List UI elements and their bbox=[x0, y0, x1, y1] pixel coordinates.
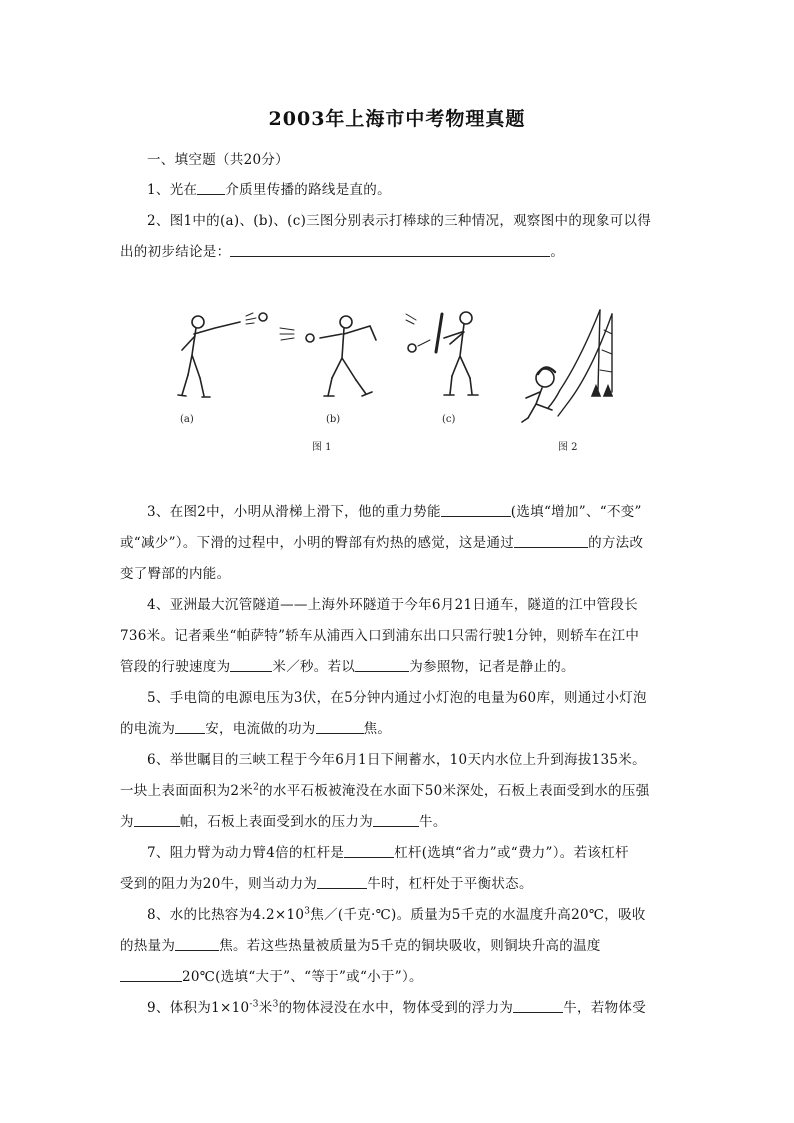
question-8-line-1: 8、水的比热容为$4.2\times 10^3$焦／(千克·℃)。质量为5千克的水温度升高20℃，吸收 bbox=[147, 906, 646, 923]
question-6-line-2: 一块上表面面积为2米$^2$的水平石板被淹没在水面下50米深处，石板上表面受到水的压强 bbox=[120, 782, 650, 799]
question-4-line-3: 管段的行驶速度为 米／秒。若以 为参照物，记者是静止的。 bbox=[120, 659, 575, 675]
question-7-line-1: 7、阻力臂为动力臂4倍的杠杆是 杠杆(选填“省力”或“费力”）。若该杠杆 bbox=[147, 845, 629, 861]
question-2-line-2: 出的初步结论是： 。 bbox=[120, 244, 565, 260]
answer-blank[interactable] bbox=[513, 1000, 563, 1013]
answer-blank[interactable] bbox=[344, 845, 394, 858]
figure-label-b: (b) bbox=[326, 414, 341, 425]
question-5-line-2: 的电流为 安，电流做的功为 焦。 bbox=[120, 721, 392, 737]
figure-illustration bbox=[160, 300, 620, 460]
question-3-line-3: 变了臀部的内能。 bbox=[120, 566, 231, 582]
answer-blank[interactable] bbox=[175, 721, 205, 734]
section-heading: 一、填空题（共20分） bbox=[147, 152, 289, 168]
question-1: 1、光在 介质里传播的路线是直的。 bbox=[147, 182, 391, 198]
answer-blank[interactable] bbox=[175, 938, 219, 951]
question-6-line-1: 6、举世瞩目的三峡工程于今年6月1日下闸蓄水，10天内水位上升到海拔135米。 bbox=[147, 752, 646, 768]
answer-blank[interactable] bbox=[134, 814, 180, 827]
figure-baseball-and-slide bbox=[160, 300, 620, 460]
figure-2-slide bbox=[522, 310, 612, 422]
figure-1-caption: 图 1 bbox=[312, 442, 332, 453]
question-4-line-2: 736米。记者乘坐“帕萨特”轿车从浦西入口到浦东出口只需行驶1分钟，则轿车在江中 bbox=[120, 628, 640, 644]
page-title: 2003年上海市中考物理真题 bbox=[268, 108, 526, 130]
answer-blank[interactable] bbox=[316, 721, 364, 734]
answer-blank[interactable] bbox=[441, 504, 511, 517]
question-3-line-2: 或“减少”）。下滑的过程中，小明的臀部有灼热的感觉，这是通过 的方法改 bbox=[120, 535, 644, 551]
question-2-line-1: 2、图1中的(a)、(b)、(c)三图分别表示打棒球的三种情况，观察图中的现象可以得 bbox=[147, 213, 652, 229]
figure-c-batter bbox=[406, 312, 478, 395]
question-9-line-1: 9、体积为$1\times 10^{-3}$米$^3$的物体浸没在水中，物体受到的浮力为 牛，若物体受 bbox=[147, 999, 647, 1016]
answer-blank[interactable] bbox=[514, 535, 588, 548]
figure-2-caption: 图 2 bbox=[558, 442, 578, 453]
answer-blank[interactable] bbox=[230, 244, 550, 257]
answer-blank[interactable] bbox=[120, 969, 182, 982]
answer-blank[interactable] bbox=[355, 659, 409, 672]
answer-blank[interactable] bbox=[230, 659, 272, 672]
figure-label-a: (a) bbox=[180, 414, 194, 425]
answer-blank[interactable] bbox=[317, 876, 367, 889]
answer-blank[interactable] bbox=[373, 814, 419, 827]
question-7-line-2: 受到的阻力为20牛，则当动力为 牛时，杠杆处于平衡状态。 bbox=[120, 876, 533, 892]
figure-b-catcher bbox=[280, 316, 376, 396]
question-3-line-1: 3、在图2中，小明从滑梯上滑下，他的重力势能 (选填“增加”、“不变” bbox=[147, 504, 642, 520]
question-8-line-2: 的热量为 焦。若这些热量被质量为5千克的铜块吸收，则铜块升高的温度 bbox=[120, 938, 601, 954]
question-4-line-1: 4、亚洲最大沉管隧道——上海外环隧道于今年6月21日通车，隧道的江中管段长 bbox=[147, 597, 638, 613]
question-6-line-3: 为 帕，石板上表面受到水的压力为 牛。 bbox=[120, 814, 447, 830]
question-5-line-1: 5、手电筒的电源电压为3伏，在5分钟内通过小灯泡的电量为60库，则通过小灯泡 bbox=[147, 690, 647, 706]
figure-label-c: (c) bbox=[442, 414, 456, 425]
figure-a-thrower bbox=[178, 316, 240, 397]
question-8-line-3: 20℃(选填“大于”、“等于”或“小于”）。 bbox=[120, 965, 680, 985]
answer-blank[interactable] bbox=[197, 182, 225, 195]
